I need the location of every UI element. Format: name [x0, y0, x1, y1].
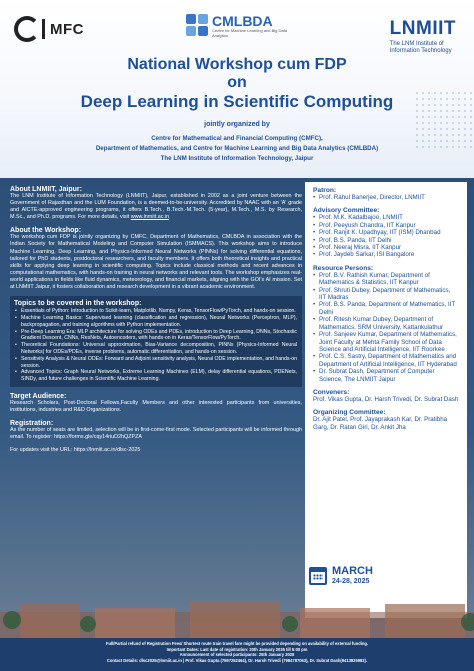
cmfc-c-icon — [14, 16, 40, 42]
advisory-member: • Prof. Jaydeb Sarkar, ISI Bangalore — [313, 251, 459, 258]
lnmiit-logo-text: LNMIIT — [389, 18, 456, 39]
resource-person: • Prof. Ritesh Kumar Dubey, Department of Mathematics, SRM University, Kattankulathur — [313, 316, 459, 331]
resource-person: • Prof. B.V. Rathish Kumar, Department of Mathematics & Statistics, IIT Kanpur — [313, 272, 459, 287]
patron-heading: Patron: — [313, 187, 337, 194]
cmlbda-logo-subtitle: Centre for Machine Learning and Big Data Analytics — [212, 28, 287, 38]
advisory-member: • Prof. B.S. Panda, IIT Delhi — [313, 237, 459, 244]
lnmiit-logo-subtitle-2: Information Technology — [389, 48, 452, 54]
about-lnmiit-heading: About LNMIIT, Jaipur: — [10, 186, 82, 193]
resource-person: • Prof. B.S. Panda, Department of Mathematics, IIT Delhi — [313, 301, 459, 316]
advisory-member: • Prof. Peeyush Chandra, IIT Kanpur — [313, 222, 459, 229]
advisory-committee-heading: Advisory Committee: — [313, 207, 380, 215]
header — [0, 0, 474, 178]
topics-box — [10, 296, 302, 387]
resource-person: • Prof. Sanjeev Kumar, Department of Mathematics, Joint Faculty at Mehta Family School of Data Science and Artificial Intelligence, IIT Roorkee — [313, 331, 459, 353]
cmlbda-hex-icon — [186, 14, 208, 36]
cmfc-logo-text: MFC — [50, 20, 84, 38]
title-block — [0, 56, 474, 164]
page-title-line-1: National Workshop cum FDP — [127, 56, 347, 73]
target-audience-heading: Target Audience: — [10, 392, 67, 400]
calendar-icon — [309, 567, 327, 585]
topics-heading: Topics to be covered in the workshop: — [14, 300, 142, 308]
resource-person: • Dr. Subrat Dash, Department of Computer Science, The LNMIIT Jaipur — [313, 368, 459, 383]
about-workshop-text: The workshop cum FDP is jointly organizing by CMFC, Department of Mathematics, CMLBDA in association with the Indian Society for Mathematical Modeling and Computer Simulation (ISMMACS). This workshop aims to introduce Machine Learning, Deep Learning, and Physics-Informed Neural Networks (PINNs) for solving differential equations, tailored for PhD students, postdoctoral researchers, and faculty members. It offers both theoretical insights and practical skills for applying deep learning in scientific computing. Topics include classical methods and recent advances in computational mathematics, with hands-on training in neural networks and relevant tools. The workshop emphasizes real-world applications in fields like fluid dynamics, meteorology, and financial markets, aligning with the GOI's AI mission. Set at LNMIIT Jaipur, it fosters collaboration and research development in a vibrant academic environment. — [10, 234, 302, 291]
page-title-line-2: on — [227, 74, 247, 91]
event-month: MARCH — [332, 565, 373, 577]
resource-persons-list — [313, 272, 459, 383]
registration-text: As the number of seats are limited, selection will be in first-come-first mode. Selected participants will be informed through email. To register: https://forms.gle/cqy14riuD2hQZPZA — [10, 427, 302, 441]
cmlbda-logo-text: CMLBDA — [212, 13, 273, 29]
topic-item: • Essentials of Python: Introduction to Scikit-learn, Matplotlib, Numpy, Keras, TensorFlow/PyTorch, and hands-on session. — [14, 308, 297, 315]
topic-item: • Theoretical Foundations: Universal approximation, Bias-Variance decomposition, PINNs (Physics-Informed Neural Networks) for ODEs/PDEs, inverse problems, automatic differentiation, and hands-on session. — [14, 342, 297, 356]
footer-refund-note: Full/Partial refund of Registration Fees/ Shortest route train travel fare might be provided depending on availability of external funding. — [105, 641, 369, 646]
about-lnmiit-text — [10, 193, 302, 221]
footer-announcement-date: Announcement of selected participants: 25th January 2025 — [179, 652, 295, 658]
conveners-heading: Conveners: — [313, 388, 350, 396]
organizing-committee-heading: Organizing Committee: — [313, 409, 386, 417]
organizing-committee-text: Dr. Ajit Patel, Prof. Jayaprakash Kar, Dr. Pratibha Garg, Dr. Ratan Giri, Dr. Ankit Jha — [313, 416, 448, 431]
organized-by-label: jointly organized by — [204, 121, 270, 128]
topic-item: • Advanced Topics: Graph Neural Networks, Extreme Learning Machines (ELM), delay differential equations, PDENets, SINDy, and future challenges in Scientific Machine Learning. — [14, 369, 297, 383]
advisory-committee-list — [313, 214, 459, 258]
registration-heading: Registration: — [10, 420, 54, 428]
conveners-text: Prof. Vikas Gupta, Dr. Harsh Trivedi, Dr. Subrat Dash — [313, 395, 459, 403]
organizer-dept-cmlbda: Department of Mathematics, and Centre for Machine Learning and Big Data Analytics (CMLBDA) — [95, 145, 379, 152]
footer — [0, 638, 474, 671]
topic-item: • Sensitivity Analysis & Neural ODEs: Forward and Adjoint sensitivity analysis, Neural ODE implementation, and hands-on session. — [14, 356, 297, 370]
cmlbda-logo — [186, 14, 292, 38]
advisory-member: • Prof. M.K. Kadalbajoo, LNMIIT — [313, 214, 459, 221]
advisory-member: • Prof. Neeraj Misra, IIT Kanpur — [313, 244, 459, 251]
event-date — [309, 566, 373, 586]
patron-list — [313, 194, 459, 201]
event-days: 24-28, 2025 — [332, 578, 370, 585]
resource-person: • Prof. C.S. Sastry, Department of Mathematics and Department of Artificial Intelligence, IIT Hyderabad — [313, 353, 459, 368]
footer-contact-details: Contact Details: dlsc2025@lnmiit.ac.in | Prof. Vikas Gupta (7597252464), Dr. Harsh Trivedi (7984787063), Dr. Subrat Dash(9413825982). — [106, 657, 368, 663]
resource-person: • Prof. Shruti Dubey, Department of Mathematics, IIT Madras — [313, 287, 459, 302]
topics-list — [14, 308, 297, 383]
main-content — [0, 178, 474, 638]
patron-item: • Prof. Rahul Banerjee, Director, LNMIIT — [313, 194, 459, 201]
cmfc-logo — [14, 16, 84, 42]
footer-important-dates: Important Dates: Last date of registration: 20th January 2025 till 5:00 pm — [166, 646, 308, 652]
lnmiit-logo — [390, 18, 456, 55]
updates-link-text[interactable]: For updates visit the URL: https://lnmiit.ac.in/dlsc-2025 — [10, 447, 141, 454]
lnmiit-website-link[interactable]: www.lnmiit.ac.in — [130, 214, 170, 221]
target-audience-text: Research Scholars, Post-Doctoral Fellows,Faculty Members and other interested participants from universities, institutions, industries and R&D Organizations. — [10, 399, 302, 413]
organizer-lnmiit: The LNM Institute of Information Technology, Jaipur — [160, 155, 314, 162]
topic-item: • Machine Learning Basics: Supervised learning (classification and regression), Neural Networks (Perceptron, MLP), backpropagation, and training algorithms with Python implementation. — [14, 315, 297, 329]
lnmiit-logo-subtitle-1: The LNM Institute of — [389, 41, 444, 47]
page-title-main: Deep Learning in Scientific Computing — [80, 92, 394, 111]
resource-persons-heading: Resource Persons: — [313, 264, 374, 272]
about-lnmiit-body: The LNM Institute of Information Technology (LNMIIT), Jaipur, established in 2002 as a joint venture between the Government of Rajasthan and the LUM Foundation, is a deemed-to-be-university. Accredited by NAAC with an 'A' grade and AICTE-approved engineering programs, it offers B.Tech., B.Tech.-M.Tech. (5-year), M.Tech., M.S. by Research, M.Sc., and Ph.D. programs. For more details, visit — [10, 193, 302, 221]
topic-item: • Pre-Deep Learning Era: MLP architecture for solving ODEs and PDEs, introduction to Deep Learning, DNNs, Stochastic Gradient Descent, CNNs, ResNets, Autoencoders, with hands-on in Keras/TensorFlow/PyTorch. — [14, 329, 297, 343]
about-workshop-heading: About the Workshop: — [10, 227, 82, 235]
committee-sidebar — [305, 182, 467, 618]
organizer-cmfc: Centre for Mathematical and Financial Computing (CMFC), — [151, 135, 323, 142]
campus-building-illustration — [0, 598, 474, 638]
cmfc-divider — [42, 19, 45, 39]
advisory-member: • Prof. Ranjit K. Upadhyay, IIT (ISM) Dhanbad — [313, 229, 459, 236]
left-column — [10, 182, 302, 454]
